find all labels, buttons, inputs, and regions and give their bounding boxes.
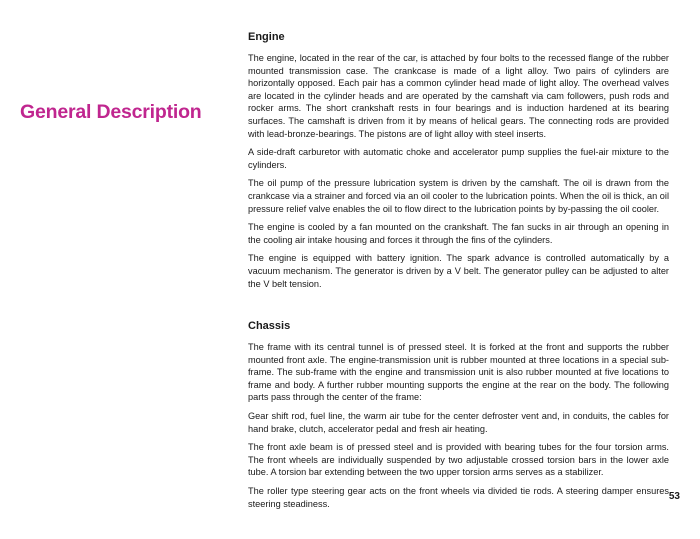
- engine-paragraph: The engine, located in the rear of the car, is attached by four bolts to the recessed flange of the rubber mounted transmission case. The crankcase is made of a light alloy. Two pairs of cylinders are horizontally opposed. Each pair has a common cylinder head made of light alloy. The overhead valves are located in the cylinder heads and are operated by the camshaft via cam followers, push rods and rocker arms. The short crankshaft rests in four bearings and is induction hardened at its bearing surfaces. The camshaft is driven from it by means of helical gears. The connecting rods are provided with lead-bronze-bearings. The pistons are of light alloy with steel inserts.: [248, 53, 669, 139]
- chassis-paragraph: The frame with its central tunnel is of pressed steel. It is forked at the front and supports the rubber mounted front axle. The engine-transmission unit is rubber mounted at three locations in a special sub-frame. The sub-frame with the engine and transmission unit is also rubber mounted at five locations to frame and body. A further rubber mounting supports the engine at the rear on the body. The following parts pass through the center of the frame:: [248, 342, 669, 403]
- section-heading-chassis: Chassis: [248, 320, 291, 332]
- engine-paragraph: The engine is equipped with battery ignition. The spark advance is controlled automatically by a vacuum mechanism. The generator is driven by a V belt. The generator pulley can be adjusted to alter the V belt tension.: [248, 253, 669, 289]
- engine-paragraph: A side-draft carburetor with automatic choke and accelerator pump supplies the fuel-air mixture to the cylinders.: [248, 147, 669, 170]
- section-heading-engine: Engine: [248, 31, 285, 43]
- engine-paragraph: The engine is cooled by a fan mounted on the crankshaft. The fan sucks in air through an opening in the cooling air intake housing and forces it through the fins of the cylinders.: [248, 222, 669, 245]
- page-number: 53: [668, 491, 680, 502]
- chassis-paragraph: The roller type steering gear acts on the front wheels via divided tie rods. A steering damper ensures steering steadiness.: [248, 485, 669, 509]
- chassis-paragraph: Gear shift rod, fuel line, the warm air tube for the center defroster vent and, in conduits, the cables for hand brake, clutch, accelerator pedal and fresh air heating.: [248, 410, 669, 434]
- engine-section: [248, 30, 669, 296]
- chassis-paragraph: The front axle beam is of pressed steel and is provided with bearing tubes for the four torsion arms. The front wheels are individually suspended by two adjustable crossed torsion bars in the lower axle tube. A torsion bar extending between the two upper torsion arms serves as a stabilizer.: [248, 442, 669, 478]
- engine-paragraph: The oil pump of the pressure lubrication system is driven by the camshaft. The oil is drawn from the crankcase via a strainer and forced via an oil cooler to the lubrication points. When the oil is thick, an oil pressure relief valve enables the oil to flow direct to the lubrication points by by-passing the oil cooler.: [248, 178, 669, 214]
- page-title: General Description: [20, 101, 202, 123]
- chassis-section: [248, 319, 669, 516]
